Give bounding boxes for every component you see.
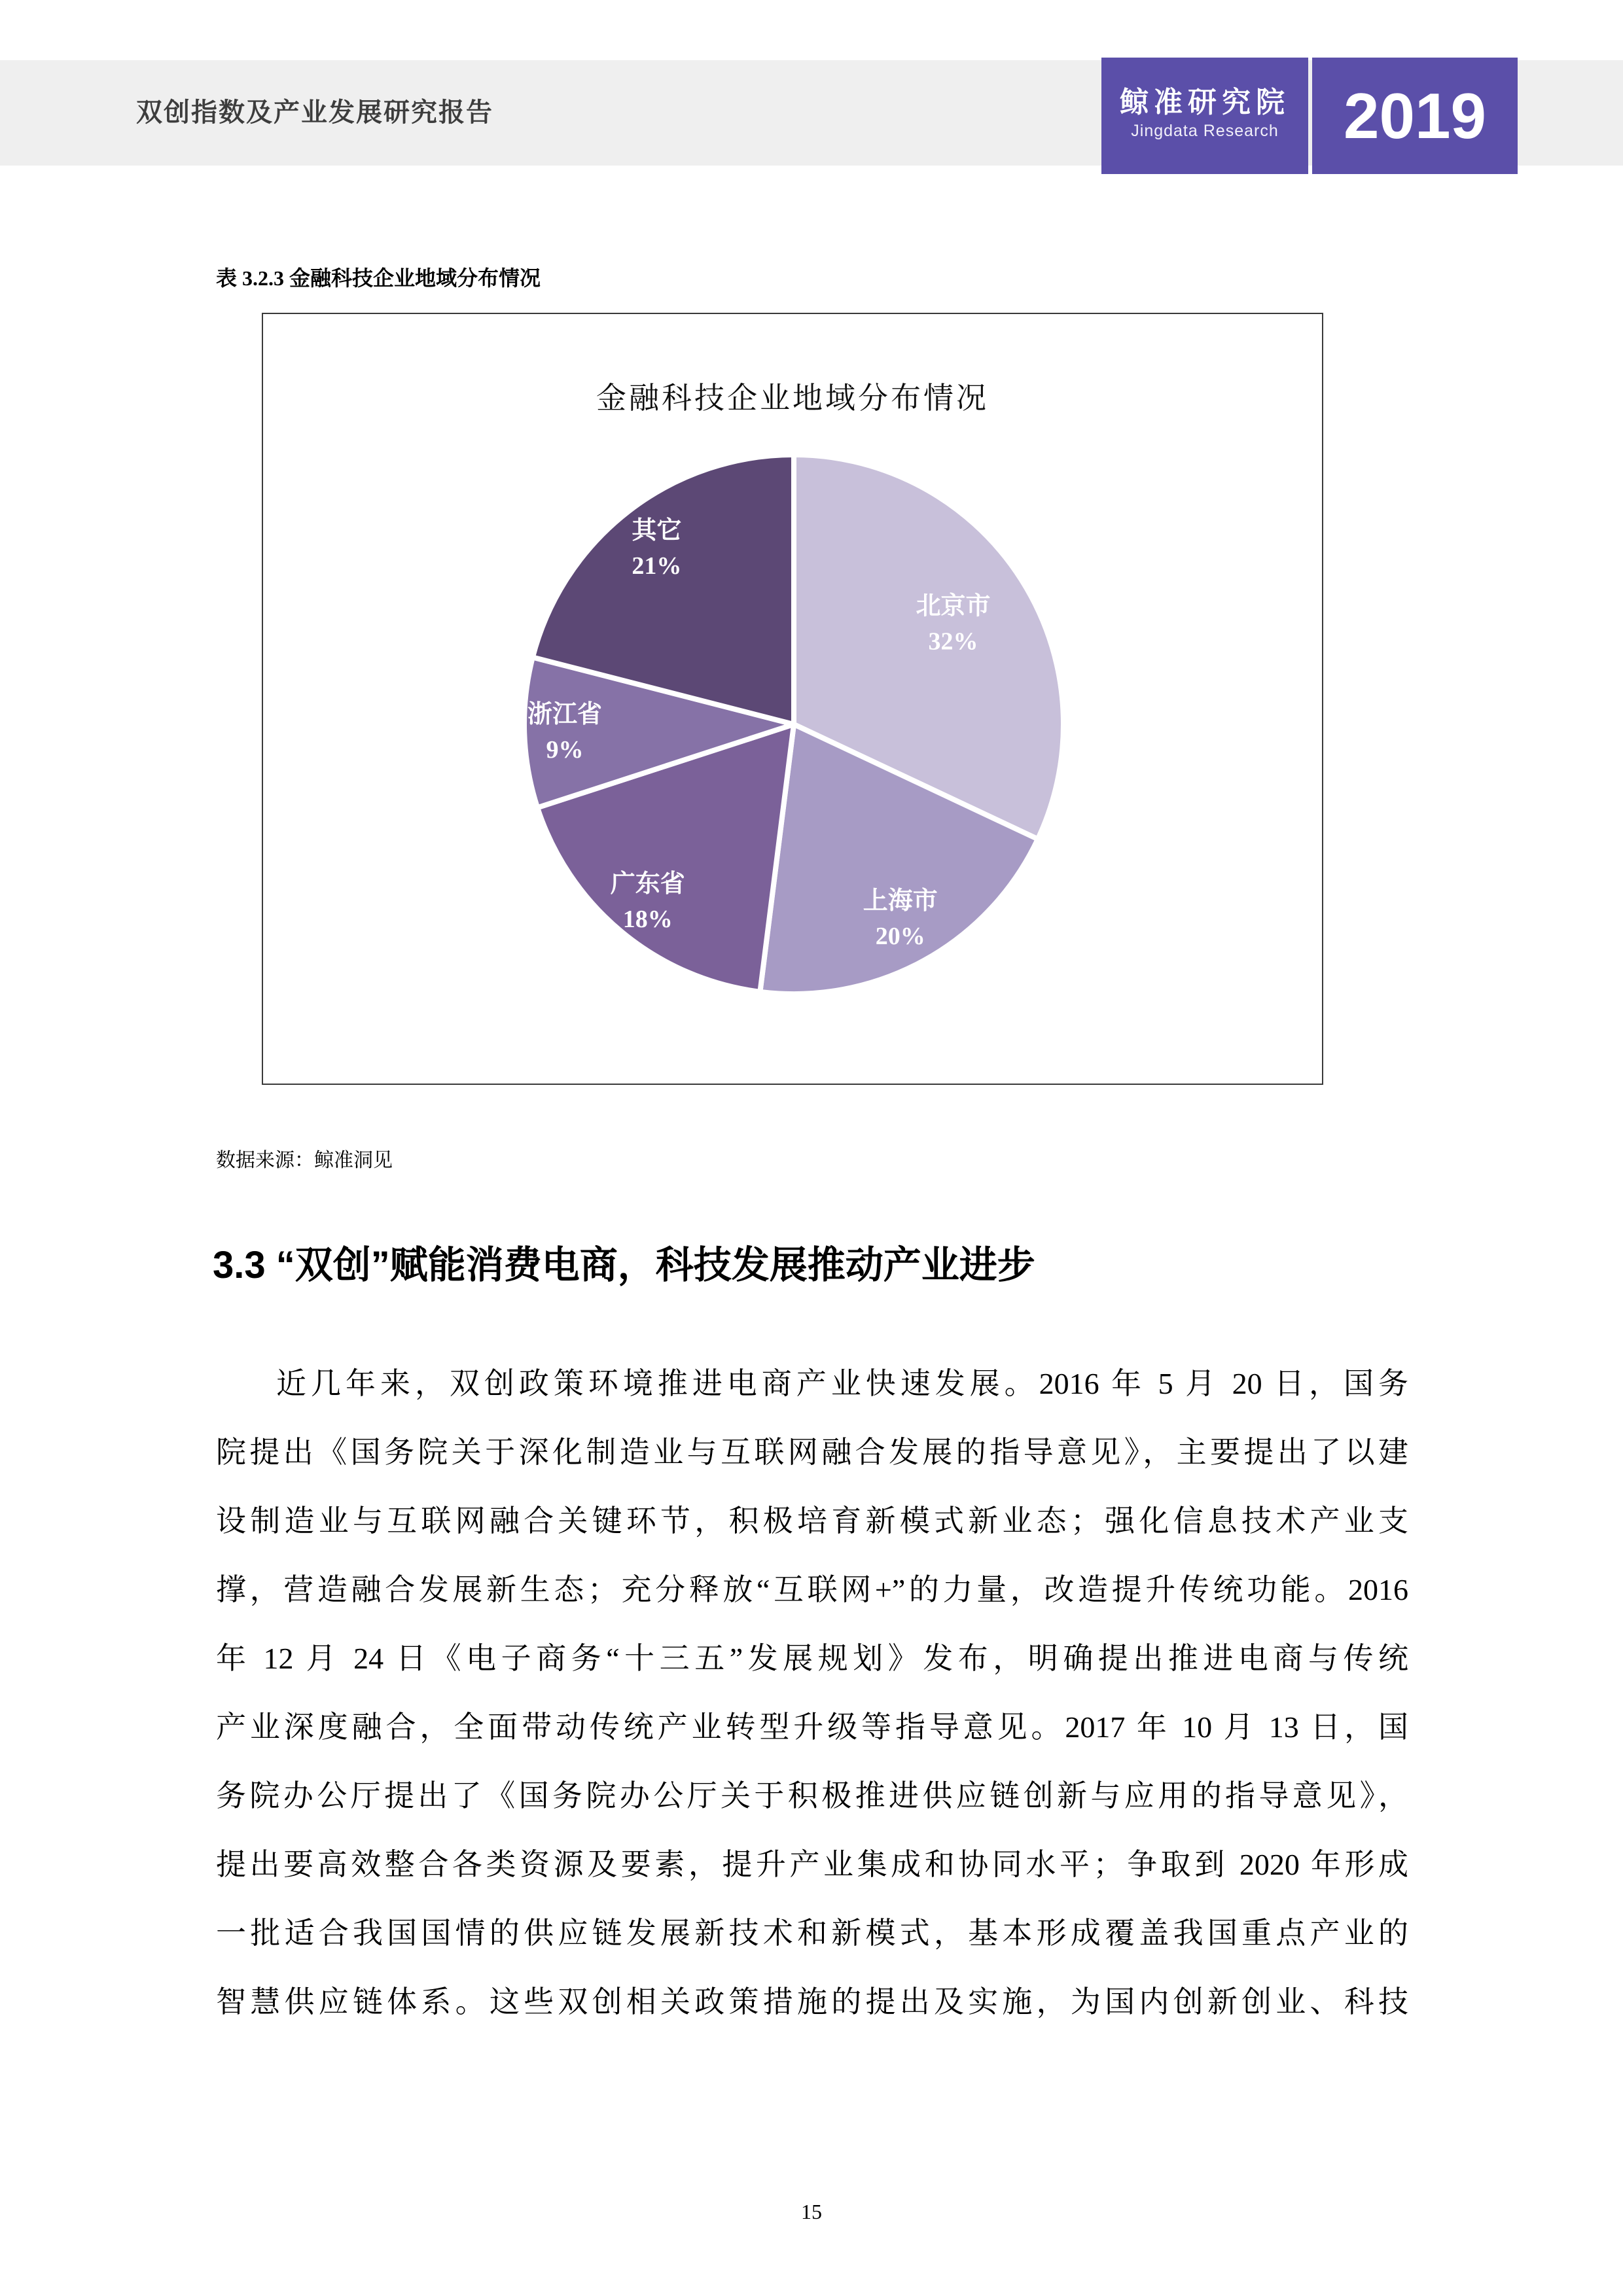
- pie-label-value: 21%: [632, 552, 682, 580]
- pie-label-name: 浙江省: [527, 701, 603, 728]
- pie-label-name: 广东省: [610, 870, 685, 898]
- data-source-note: 数据来源：鲸准洞见: [216, 1150, 393, 1171]
- page-number: 15: [801, 2200, 822, 2223]
- paragraph-line: 智慧供应链体系。这些双创相关政策措施的提出及实施，为国内创新创业、科技: [216, 1985, 1408, 2019]
- pie-label-name: 上海市: [863, 887, 938, 915]
- pie-label-value: 9%: [546, 736, 584, 764]
- paragraph-line: 年 12 月 24 日《电子商务“十三五”发展规划》发布，明确提出推进电商与传统: [216, 1642, 1408, 1675]
- paragraph-line: 一批适合我国国情的供应链发展新技术和新模式，基本形成覆盖我国重点产业的: [216, 1916, 1408, 1950]
- pie-label-name: 其它: [632, 516, 682, 544]
- table-caption: 表 3.2.3 金融科技企业地域分布情况: [216, 266, 541, 290]
- pie-label-value: 18%: [622, 905, 673, 933]
- year-badge: [1312, 58, 1518, 174]
- chart-title: 金融科技企业地域分布情况: [596, 381, 989, 415]
- body-paragraph: [216, 1349, 1408, 2036]
- pie-label-value: 20%: [875, 923, 925, 951]
- pie-chart: [516, 451, 1072, 998]
- pie-label-value: 32%: [928, 627, 978, 656]
- paragraph-line: 务院办公厅提出了《国务院办公厅关于积极推进供应链创新与应用的指导意见》，: [216, 1779, 1408, 1812]
- pie-label-name: 北京市: [916, 592, 991, 620]
- chart-frame: [262, 313, 1323, 1085]
- jingdata-logo: [1101, 58, 1308, 174]
- report-title: 双创指数及产业发展研究报告: [136, 98, 493, 127]
- paragraph-line: 产业深度融合，全面带动传统产业转型升级等指导意见。2017 年 10 月 13 日，国: [216, 1710, 1408, 1744]
- paragraph-line: 近几年来，双创政策环境推进电商产业快速发展。2016 年 5 月 20 日，国务: [276, 1367, 1408, 1400]
- year-text: 2019: [1343, 80, 1486, 152]
- paragraph-line: 设制造业与互联网融合关键环节，积极培育新模式新业态；强化信息技术产业支: [216, 1504, 1408, 1538]
- paragraph-line: 院提出《国务院关于深化制造业与互联网融合发展的指导意见》，主要提出了以建: [216, 1436, 1408, 1469]
- paragraph-line: 提出要高效整合各类资源及要素，提升产业集成和协同水平；争取到 2020 年形成: [216, 1848, 1408, 1881]
- logo-cn-text: 鲸准研究院: [1120, 86, 1290, 118]
- paragraph-line: 撑，营造融合发展新生态；充分释放“互联网+”的力量，改造提升传统功能。2016: [216, 1573, 1408, 1606]
- section-heading: 3.3 “双创”赋能消费电商，科技发展推动产业进步: [213, 1244, 1035, 1286]
- logo-en-text: Jingdata Research: [1131, 122, 1279, 140]
